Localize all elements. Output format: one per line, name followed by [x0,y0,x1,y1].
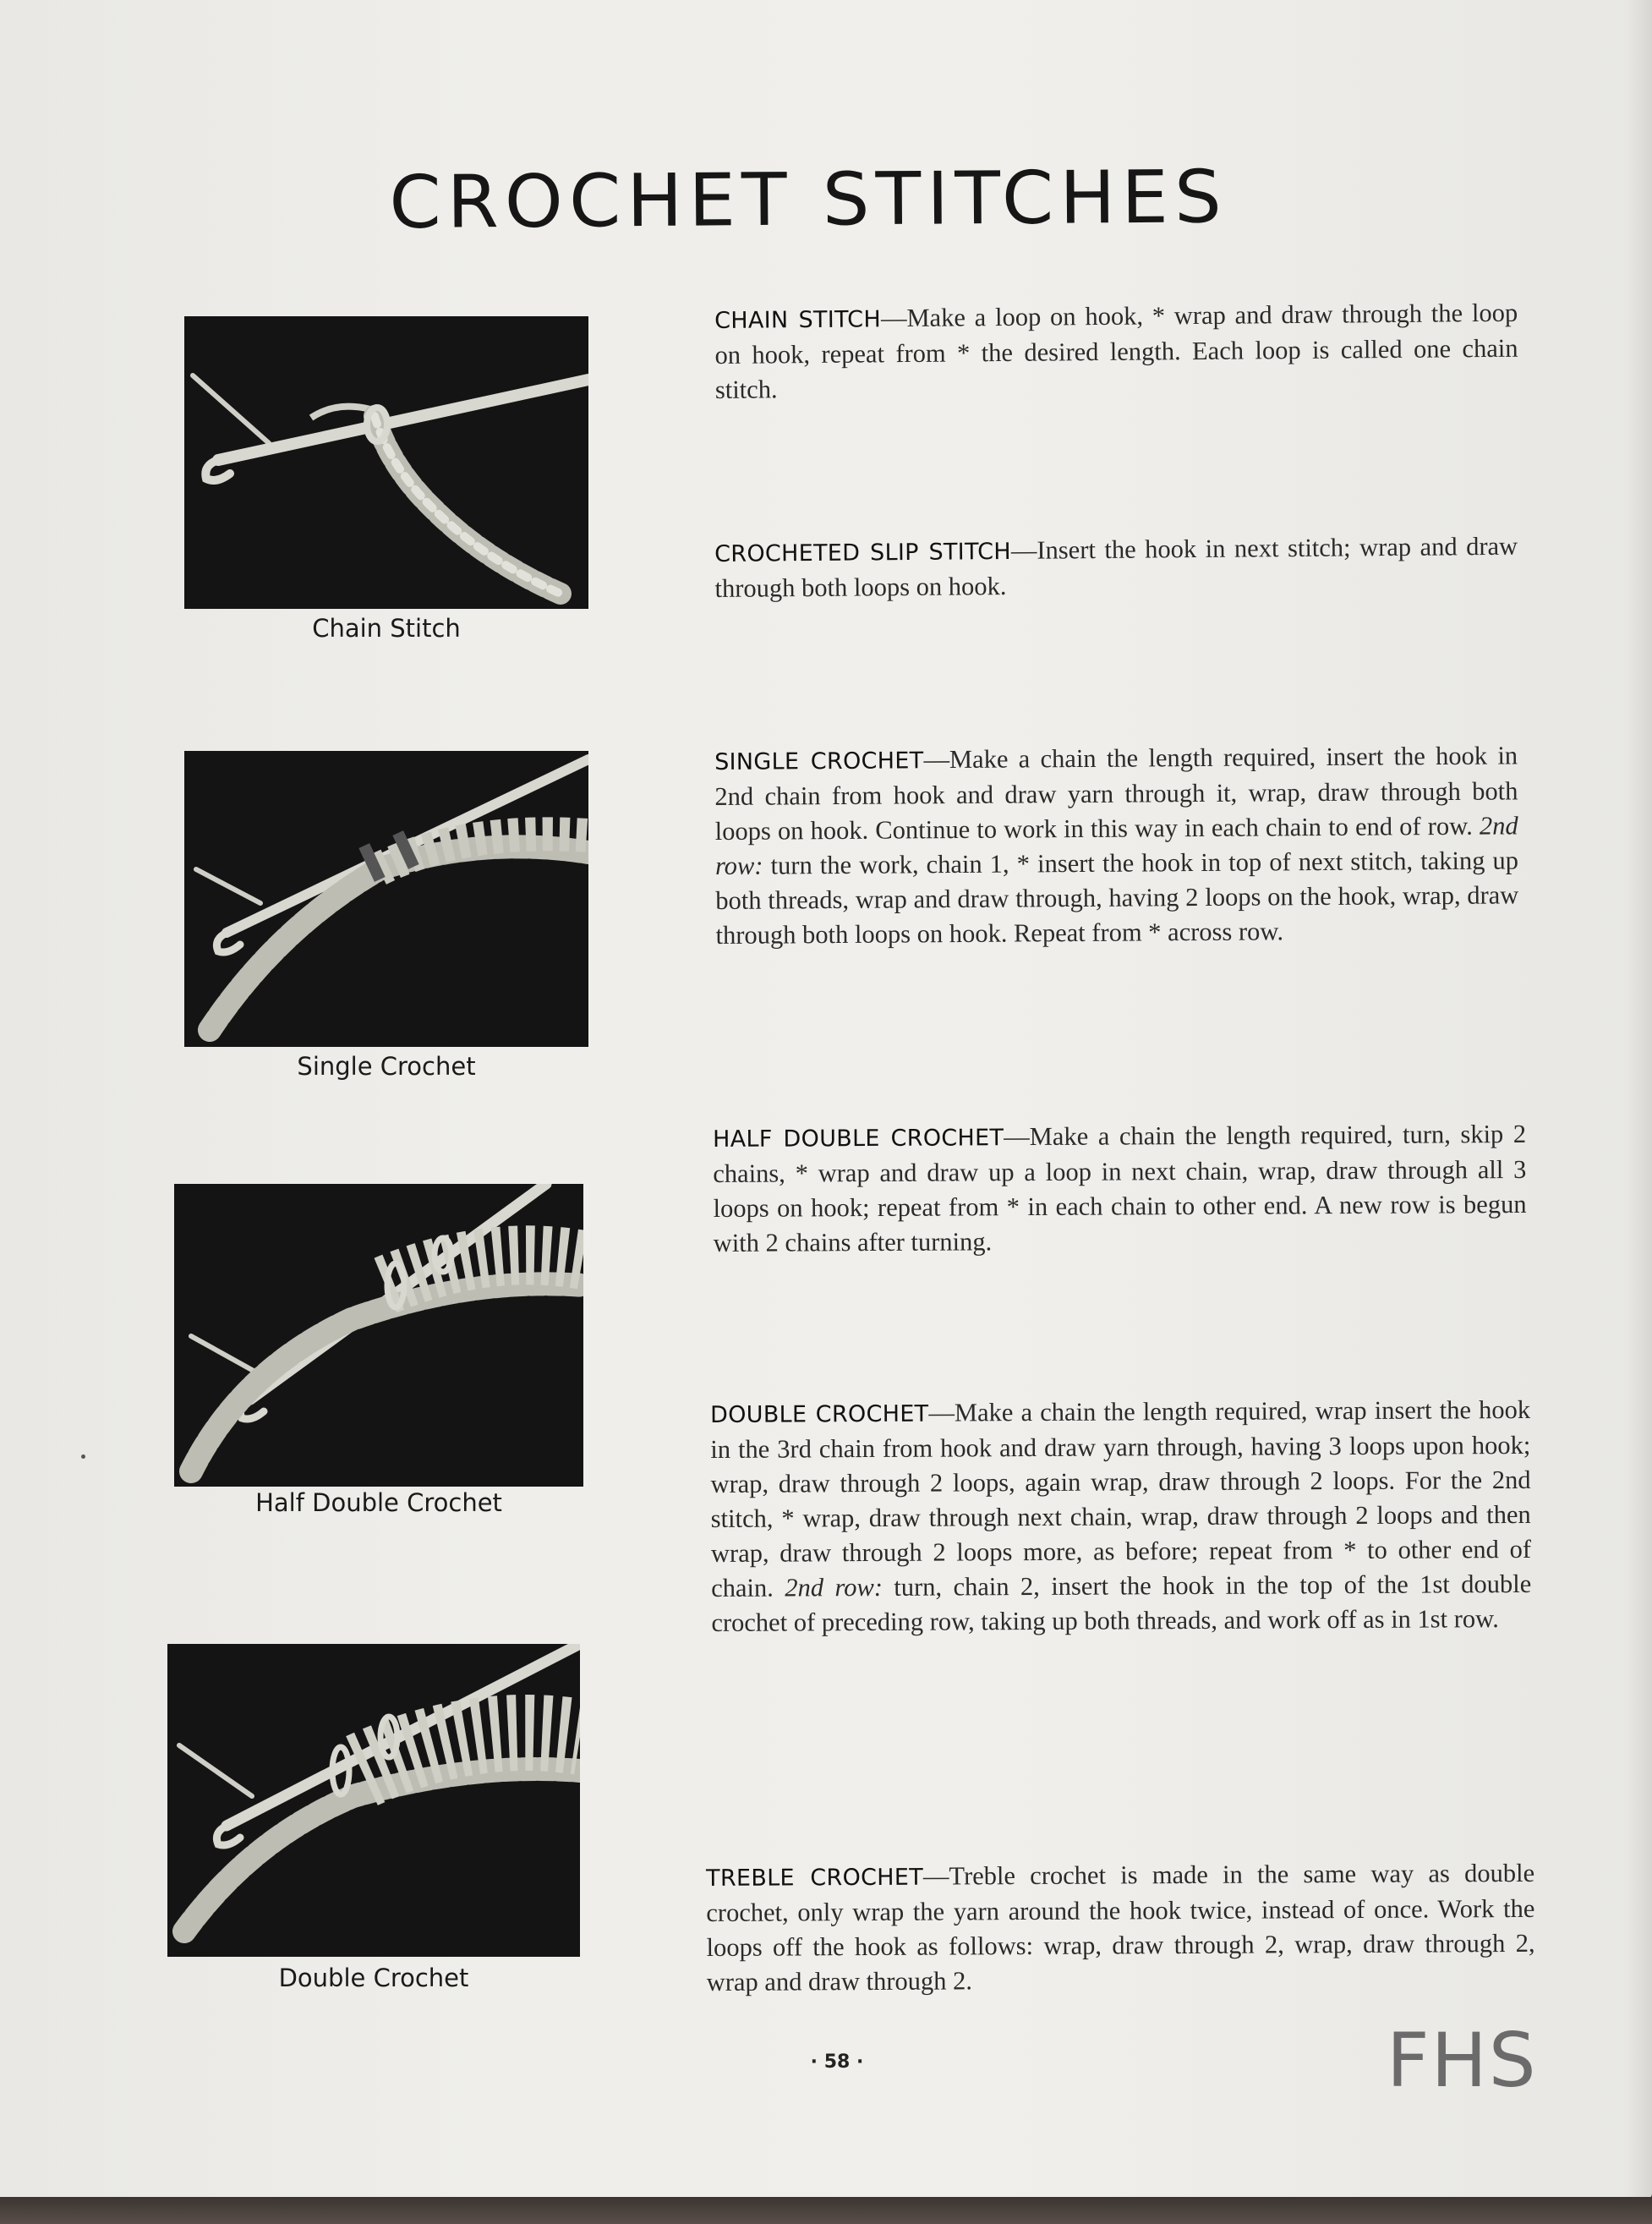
chain-stitch-caption: Chain Stitch [312,614,461,643]
single-crochet-caption: Single Crochet [297,1052,476,1081]
watermark: FHS [1387,2017,1538,2104]
half-double-crochet-caption: Half Double Crochet [255,1488,502,1517]
double-crochet-photo [167,1644,580,1957]
table-surface [0,2197,1652,2224]
chain-stitch-description: CHAIN STITCH—Make a loop on hook, * wrap and draw through the loop on hook, repeat from * the desired length. Each loop is called one chain stitch. [714,298,1518,404]
double-crochet-description: DOUBLE CROCHET—Make a chain the length required, wrap insert the hook in the 3rd chain from hook and draw yarn through, having 3 loops upon hook; wrap, draw through 2 loops, again wrap, draw through 2 loops. For the 2nd stitch, * wrap, draw through next chain, wrap, draw through 2 loops and then wrap, draw through 2 loops more, as before; repeat from * to other end of chain. 2nd row: turn, chain 2, insert the hook in the top of the 1st double crochet of preceding row, taking up both threads, and work off as in 1st row. [710,1394,1532,1637]
half-double-crochet-description: HALF DOUBLE CROCHET—Make a chain the length required, turn, skip 2 chains, * wrap and draw up a loop in next chain, wrap, draw through all 3 loops on hook; repeat from * in each chain to other end. A new row is begun with 2 chains after turning. [713,1119,1527,1257]
chain-stitch-term: CHAIN STITCH [714,306,882,334]
treble-crochet-term: TREBLE CROCHET [706,1864,924,1892]
slip-stitch-description: CROCHETED SLIP STITCH—Insert the hook in next stitch; wrap and draw through both loops on hook. [714,531,1518,603]
single-crochet-description: SINGLE CROCHET—Make a chain the length required, insert the hook in 2nd chain from hook and draw yarn through it, wrap, draw through both loops on hook. Continue to work in this way in each chain to end of row. 2nd row: turn the work, chain 1, * insert the hook in top of next stitch, taking up both threads, wrap and draw through, having 2 loops on the hook, wrap, draw through both loops on hook. Repeat from * across row. [714,741,1519,950]
slip-stitch-term: CROCHETED SLIP STITCH [714,538,1012,567]
half-double-crochet-photo [174,1184,583,1487]
single-crochet-photo [184,751,588,1047]
treble-crochet-description: TREBLE CROCHET—Treble crochet is made in the same way as double crochet, only wrap the yarn around the hook twice, instead of once. Work the loops off the hook as follows: wrap, draw through 2, wrap, draw through 2, wrap and draw through 2. [706,1858,1535,1997]
single-crochet-term: SINGLE CROCHET [714,748,924,775]
paper-speck [81,1454,85,1459]
page-title: CROCHET STITCHES [389,155,1228,245]
page-number: · 58 · [810,2051,864,2073]
double-crochet-term: DOUBLE CROCHET [710,1400,929,1428]
chain-stitch-photo [184,316,588,609]
half-double-crochet-term: HALF DOUBLE CROCHET [713,1125,1004,1153]
double-crochet-caption: Double Crochet [278,1964,469,1992]
